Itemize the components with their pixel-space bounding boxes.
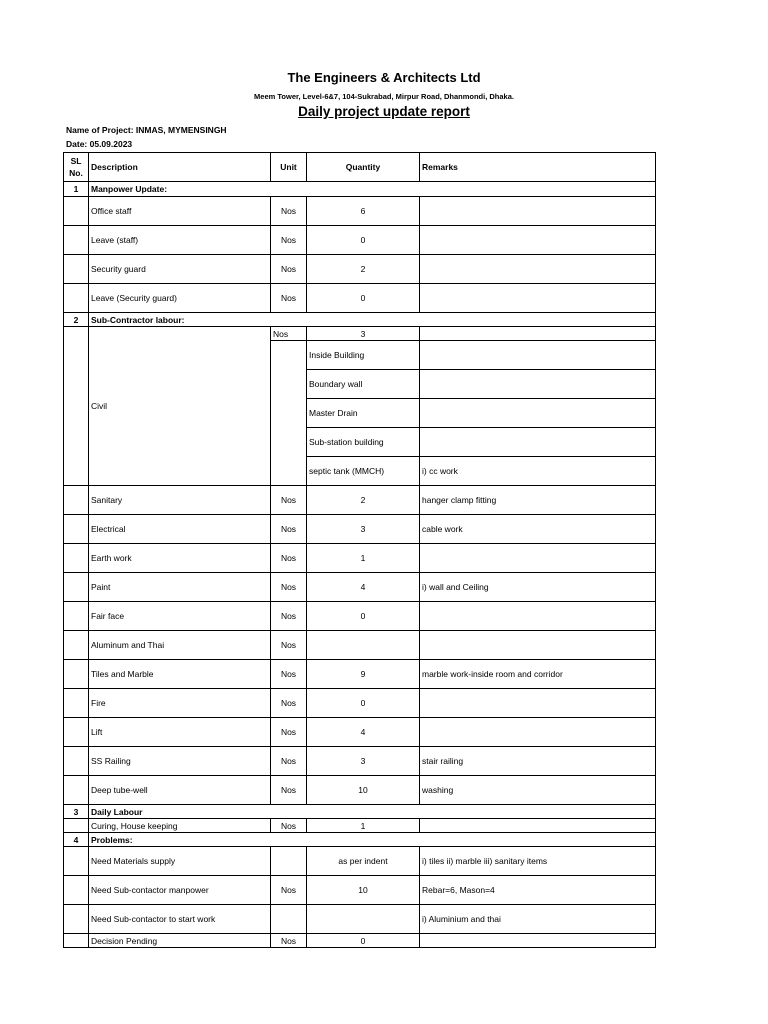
row-description: Lift [89,718,271,747]
civil-sub-item: septic tank (MMCH) [307,457,420,486]
row-remarks: i) cc work [420,457,656,486]
row-unit: Nos [271,544,307,573]
section-number: 1 [64,182,89,197]
row-quantity: 9 [307,660,420,689]
table-header-row [64,153,656,182]
row-quantity: 2 [307,255,420,284]
section-row [64,833,656,847]
row-unit: Nos [271,876,307,905]
row-description: Decision Pending [89,934,271,948]
table-row [64,847,656,876]
row-quantity [307,631,420,660]
table-row [64,327,656,341]
table-row [64,544,656,573]
table-row [64,284,656,313]
row-description: Paint [89,573,271,602]
table-row [64,776,656,805]
report-table [63,152,656,948]
row-remarks: i) wall and Ceiling [420,573,656,602]
row-quantity: 3 [307,327,420,341]
table-row [64,486,656,515]
row-description: Sanitary [89,486,271,515]
row-remarks [420,602,656,631]
row-remarks [420,226,656,255]
table-row [64,573,656,602]
row-quantity: 3 [307,747,420,776]
table-row [64,226,656,255]
row-quantity: 0 [307,284,420,313]
table-row [64,631,656,660]
report-date: Date: 05.09.2023 [66,139,133,149]
row-description: Electrical [89,515,271,544]
col-quantity-header: Quantity [307,153,420,182]
table-row [64,905,656,934]
civil-sub-item: Boundary wall [307,370,420,399]
row-description: Office staff [89,197,271,226]
table-row [64,660,656,689]
table-row [64,876,656,905]
row-description: Deep tube-well [89,776,271,805]
row-quantity: 6 [307,197,420,226]
row-quantity: 10 [307,876,420,905]
row-remarks [420,934,656,948]
col-sl-header: SL No. [64,153,89,182]
row-description: Need Sub-contactor manpower [89,876,271,905]
section-number: 4 [64,833,89,847]
row-description: Need Materials supply [89,847,271,876]
row-description: Fire [89,689,271,718]
company-address: Meem Tower, Level-6&7, 104-Sukrabad, Mirpur Road, Dhanmondi, Dhaka. [254,92,514,101]
section-row [64,805,656,819]
row-quantity: 0 [307,689,420,718]
row-quantity: 4 [307,718,420,747]
row-description: Need Sub-contactor to start work [89,905,271,934]
row-unit: Nos [271,486,307,515]
row-unit: Nos [271,689,307,718]
section-row [64,182,656,197]
row-remarks [420,341,656,370]
row-description: Fair face [89,602,271,631]
row-unit: Nos [271,327,307,341]
row-quantity: 0 [307,226,420,255]
row-quantity: 4 [307,573,420,602]
row-remarks: Rebar=6, Mason=4 [420,876,656,905]
row-description: Security guard [89,255,271,284]
section-label: Daily Labour [89,805,656,819]
row-remarks [420,718,656,747]
row-remarks: stair railing [420,747,656,776]
row-unit: Nos [271,255,307,284]
row-unit: Nos [271,197,307,226]
row-unit: Nos [271,718,307,747]
col-remarks-header: Remarks [420,153,656,182]
row-quantity: 10 [307,776,420,805]
civil-sub-item: Inside Building [307,341,420,370]
row-remarks: hanger clamp fitting [420,486,656,515]
section-label: Problems: [89,833,656,847]
row-description: Leave (Security guard) [89,284,271,313]
row-unit: Nos [271,515,307,544]
civil-sub-item: Master Drain [307,399,420,428]
table-row [64,515,656,544]
row-quantity: 0 [307,934,420,948]
row-unit: Nos [271,226,307,255]
row-remarks: i) Aluminium and thai [420,905,656,934]
row-remarks [420,255,656,284]
row-unit: Nos [271,819,307,833]
row-remarks: cable work [420,515,656,544]
row-description: Aluminum and Thai [89,631,271,660]
table-row [64,197,656,226]
table-row [64,747,656,776]
row-description: SS Railing [89,747,271,776]
row-unit: Nos [271,747,307,776]
row-description: Civil [89,327,271,486]
row-unit: Nos [271,284,307,313]
table-row [64,934,656,948]
project-name: Name of Project: INMAS, MYMENSINGH [66,125,227,135]
row-description: Leave (staff) [89,226,271,255]
civil-sub-item: Sub-station building [307,428,420,457]
row-unit: Nos [271,660,307,689]
row-unit: Nos [271,776,307,805]
row-unit: Nos [271,573,307,602]
row-remarks [420,399,656,428]
row-remarks [420,370,656,399]
row-unit [271,905,307,934]
row-remarks [420,428,656,457]
row-quantity: as per indent [307,847,420,876]
report-title: Daily project update report [298,104,470,119]
row-description: Tiles and Marble [89,660,271,689]
row-quantity: 1 [307,819,420,833]
row-remarks [420,689,656,718]
row-unit [271,847,307,876]
row-remarks [420,819,656,833]
table-row [64,718,656,747]
row-quantity: 3 [307,515,420,544]
row-remarks: i) tiles ii) marble iii) sanitary items [420,847,656,876]
row-remarks: washing [420,776,656,805]
row-description: Curing, House keeping [89,819,271,833]
row-quantity: 2 [307,486,420,515]
row-quantity [307,905,420,934]
table-row [64,819,656,833]
row-quantity: 0 [307,602,420,631]
table-row [64,689,656,718]
row-remarks [420,544,656,573]
row-unit: Nos [271,602,307,631]
section-row [64,313,656,327]
col-description-header: Description [89,153,271,182]
table-row [64,602,656,631]
row-remarks [420,284,656,313]
section-number: 3 [64,805,89,819]
table-row [64,255,656,284]
row-remarks: marble work-inside room and corridor [420,660,656,689]
col-unit-header: Unit [271,153,307,182]
row-unit: Nos [271,934,307,948]
row-unit: Nos [271,631,307,660]
row-quantity: 1 [307,544,420,573]
section-label: Sub-Contractor labour: [89,313,656,327]
row-remarks [420,197,656,226]
row-remarks [420,631,656,660]
row-description: Earth work [89,544,271,573]
section-label: Manpower Update: [89,182,656,197]
section-number: 2 [64,313,89,327]
company-name: The Engineers & Architects Ltd [287,70,481,85]
